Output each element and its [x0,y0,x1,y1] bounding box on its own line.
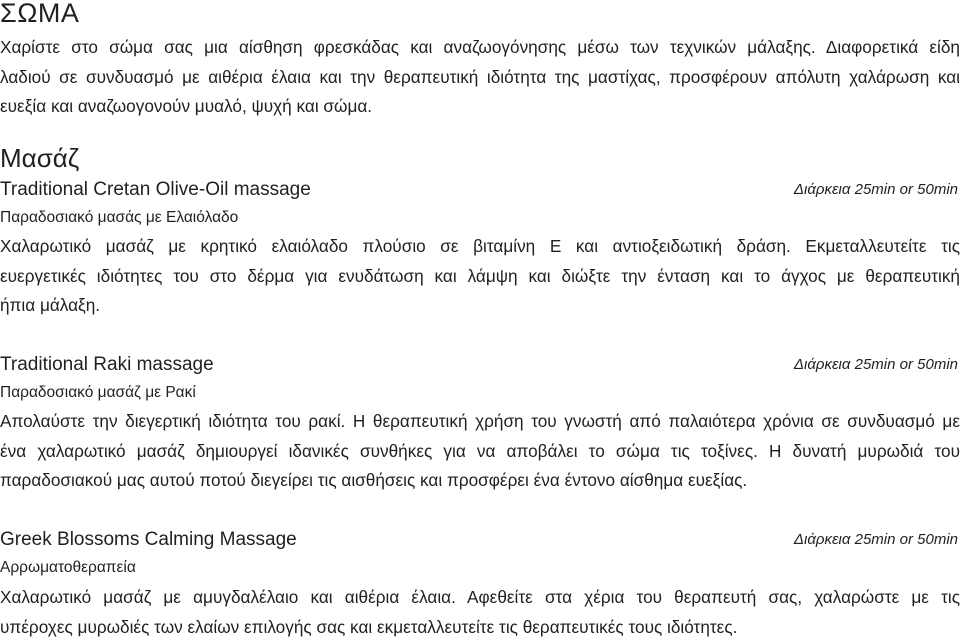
massage-item-greek-name: Παραδοσιακό μασάς με Ελαιόλαδο [0,207,238,229]
massage-item-name: Traditional Cretan Olive-Oil massage [0,177,311,203]
massage-item-greek-name: Παραδοσιακό μασάζ με Ρακί [0,382,196,404]
description-line: παραδοσιακού μας αυτού ποτού διεγείρει τις αισθήσεις και προσφέρει ένα έντονο αίσθημα ευεξίας. [0,466,960,496]
section-title: ΣΩΜΑ [0,0,79,29]
massage-item-description [0,407,960,496]
intro-line: ευεξία και αναζωογονούν μυαλό, ψυχή και σώμα. [0,92,960,122]
intro-line: Χαρίστε στο σώμα σας μια αίσθηση φρεσκάδας και αναζωογόνησης μέσω των τεχνικών μάλαξης. Διαφορετικά είδη [0,33,960,63]
description-line: Χαλαρωτικό μασάζ με κρητικό ελαιόλαδο πλούσιο σε βιταμίνη Ε και αντιοξειδωτική δράση. Εκμεταλλευτείτε τις [0,232,960,262]
massage-item-greek-name: Αρρωματοθεραπεία [0,557,136,579]
massage-item-description [0,583,960,642]
massage-item-header [0,527,960,553]
massage-item-name: Traditional Raki massage [0,352,214,378]
description-line: ένα χαλαρωτικό μασάζ δημιουργεί ιδανικές συνθήκες για να αποβάλει το σώμα τις τοξίνες. Η δυνατή μυρωδιά του [0,437,960,467]
massage-item-duration: Διάρκεια 25min or 50min [794,354,958,376]
massage-item-duration: Διάρκεια 25min or 50min [794,179,958,201]
section-intro [0,33,960,122]
massage-item-duration: Διάρκεια 25min or 50min [794,529,958,551]
massage-item-header [0,177,960,203]
intro-line: λαδιού σε συνδυασμό με αιθέρια έλαια και την θεραπευτική ιδιότητα της μαστίχας, προσφέρουν απόλυτη χαλάρωση και [0,63,960,93]
description-line: Απολαύστε την διεγερτική ιδιότητα του ρακί. Η θεραπευτική χρήση του γνωστή από παλαιότερα χρόνια σε συνδυασμό με [0,407,960,437]
massage-item-header [0,352,960,378]
description-line: ευεργετικές ιδιότητες του στο δέρμα για ενυδάτωση και λάμψη και διώξτε την ένταση και το άγχος με θεραπευτική [0,262,960,292]
massage-heading: Μασάζ [0,142,79,174]
massage-item-name: Greek Blossoms Calming Massage [0,527,297,553]
description-line: Χαλαρωτικό μασάζ με αμυγδαλέλαιο και αιθέρια έλαια. Αφεθείτε στα χέρια του θεραπευτή σας, χαλαρώστε με τις [0,583,960,613]
description-line: υπέροχες μυρωδιές των ελαίων επιλογής σας και εκμεταλλευτείτε τις θεραπευτικές τους ιδιότητες. [0,613,960,642]
massage-item-description [0,232,960,321]
description-line: ήπια μάλαξη. [0,291,960,321]
